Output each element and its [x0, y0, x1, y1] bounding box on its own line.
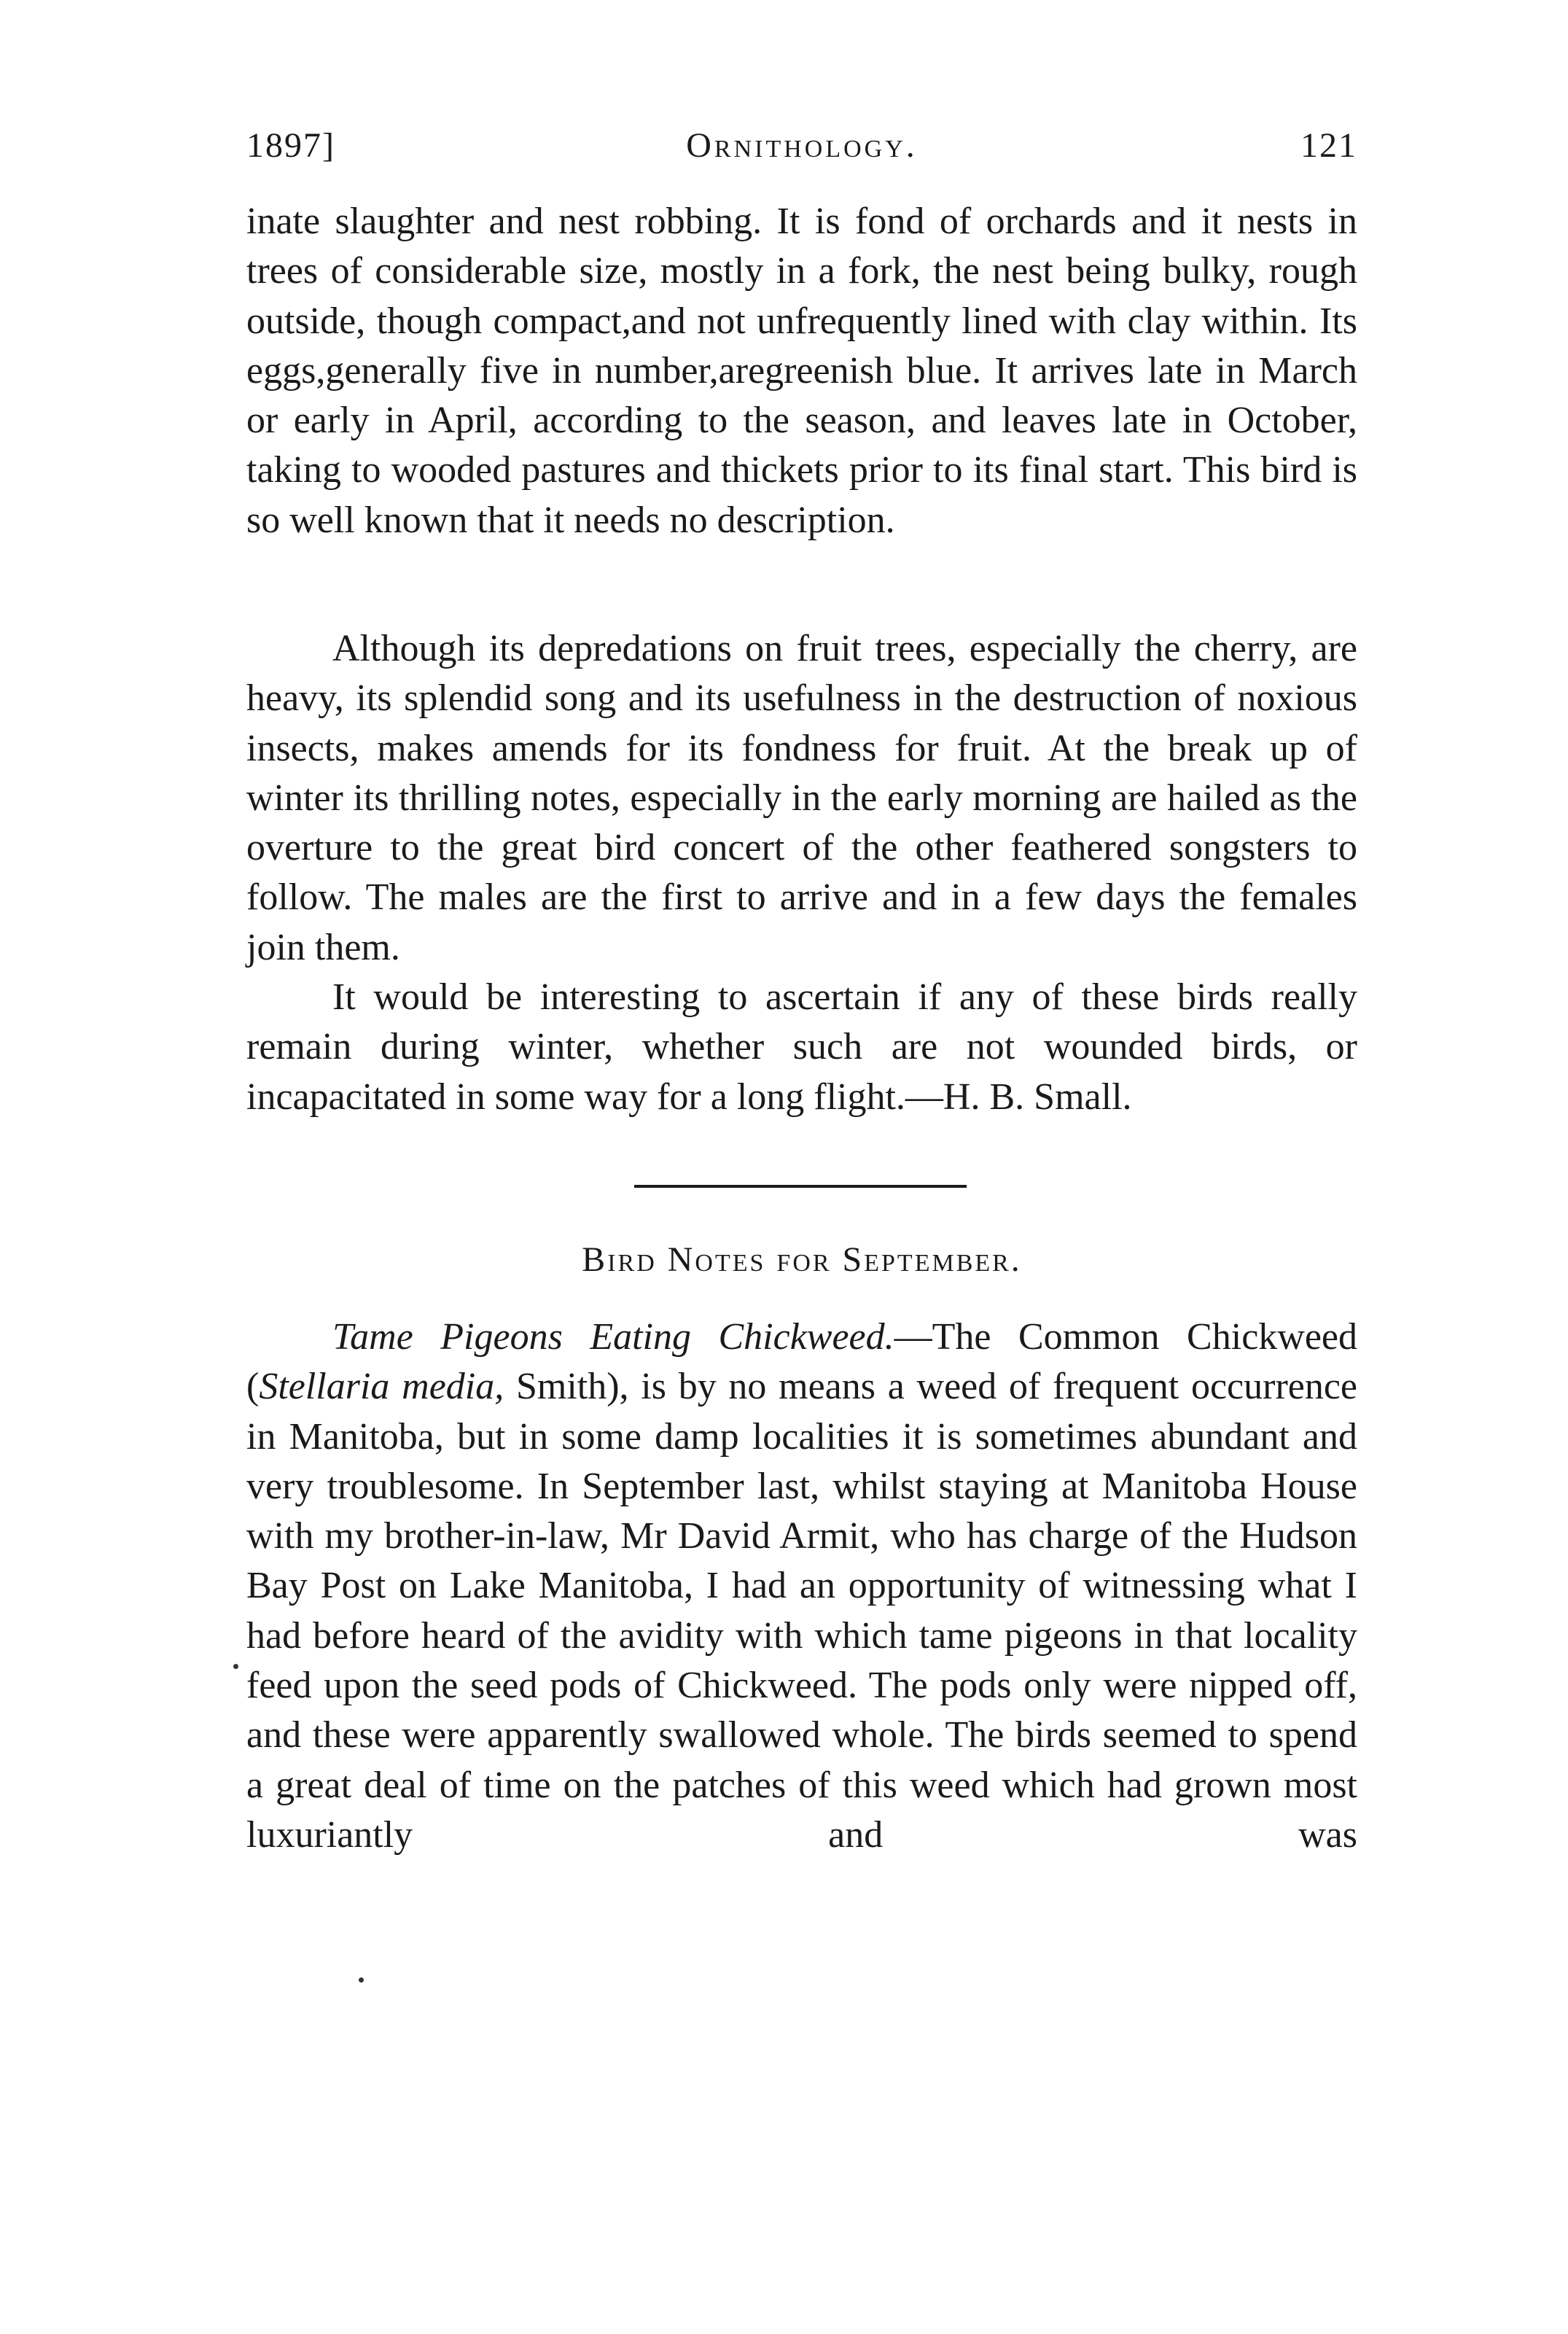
paragraph-robin-winter: It would be interesting to ascertain if any of these birds really remain during winter, whether such are not wounded birds, or incapacitated in some way for a long flight.—H. B. Small.	[246, 976, 1357, 1118]
stray-mark	[233, 1664, 238, 1669]
article-body: Smith), is by no means a weed of frequent occurrence in Manitoba, but in some damp localities it is sometimes abundant and very troublesome. In September last, whilst staying at Manitoba House with my brother-in-law, Mr David Armit, who has charge of the Hudson Bay Post on Lake Manitoba, I had an opportunity of witnessing what I had before heard of the avidity with which tame pigeons in that locality feed upon the seed pods of Chickweed. The pods only were nipped off, and these were apparently swallowed whole. The birds seemed to spend a great deal of time on the patches of this weed which had grown most luxuriantly and was	[246, 1366, 1357, 1856]
header-title: Ornithology.	[686, 126, 918, 165]
stray-mark	[359, 1977, 364, 1983]
section-divider	[634, 1185, 967, 1188]
species-name: Stellaria media,	[259, 1366, 504, 1408]
paragraph-pigeons-chickweed	[246, 1312, 1357, 1860]
paragraph-robin-depredations: Although its depredations on fruit trees, especially the cherry, are heavy, its splendid song and its usefulness in the destruction of noxious insects, makes amends for its fondness for fruit. At the break up of winter its thrilling notes, especially in the early morning are hailed as the overture to the great bird concert of the other feathered songsters to follow. The males are the first to arrive and in a few days the females join them.	[246, 628, 1357, 968]
header-year: 1897]	[246, 126, 335, 165]
section-heading: Bird Notes for September.	[582, 1240, 1022, 1279]
paragraph-robin-habits: inate slaughter and nest robbing. It is fond of orchards and it nests in trees of considerable size, mostly in a fork, the nest being bulky, rough outside, though compact,and not unfrequently lined with clay within. Its eggs,generally five in number,aregreenish blue. It arrives late in March or early in April, according to the season, and leaves late in October, taking to wooded pastures and thickets prior to its final start. This bird is so well known that it needs no description.	[246, 201, 1357, 541]
article-lead-text: —The Common Chickweed (	[246, 1316, 1357, 1408]
article-lead-title: Tame Pigeons Eating Chickweed.	[332, 1316, 894, 1358]
page-number: 121	[1300, 126, 1357, 165]
running-header	[246, 125, 1357, 169]
